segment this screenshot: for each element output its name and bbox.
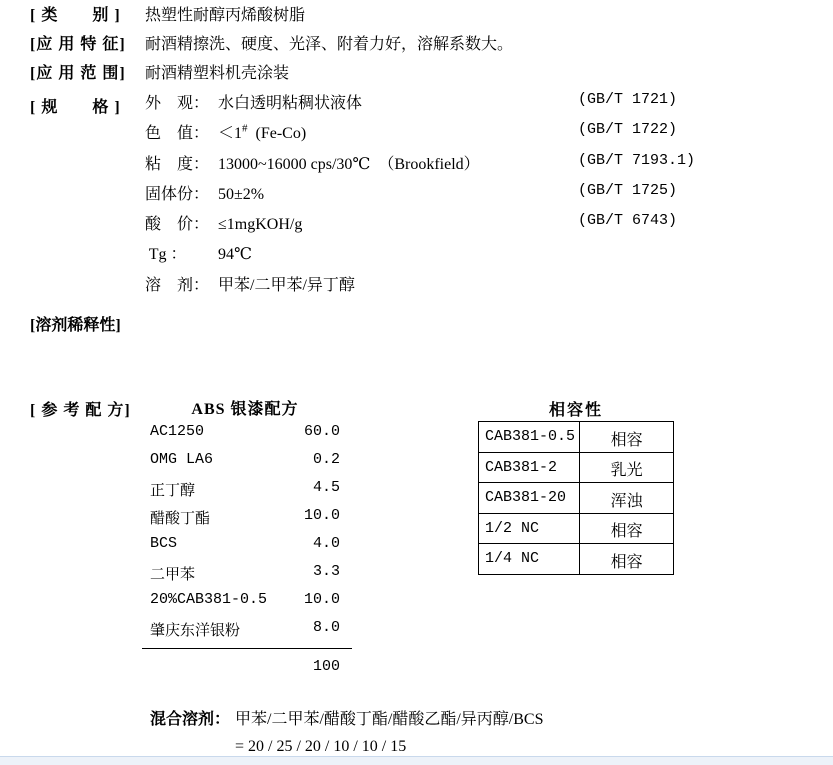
- compatibility-row: [479, 422, 674, 453]
- spec-value: 甲苯/二甲苯/异丁醇: [218, 276, 355, 294]
- recipe-row: [150, 451, 340, 479]
- compatibility-result: 相容: [580, 513, 674, 544]
- recipe-total: 100: [312, 658, 340, 675]
- compatibility-material: 1/4 NC: [479, 544, 580, 575]
- recipe-row: [150, 563, 340, 591]
- compatibility-result: 浑浊: [580, 483, 674, 514]
- section-label: [ 类 别 ]: [30, 7, 121, 24]
- spec-row: [145, 151, 805, 181]
- ingredient-amount: 10.0: [303, 507, 340, 524]
- dilution-section-label: [溶剂稀释性]: [30, 317, 121, 334]
- header-row: [30, 31, 810, 60]
- spec-table: [145, 90, 805, 302]
- section-text: 热塑性耐醇丙烯酸树脂: [145, 7, 306, 24]
- compatibility-table: [478, 421, 674, 575]
- recipe-sum-rule: [142, 648, 352, 649]
- compatibility-material: 1/2 NC: [479, 513, 580, 544]
- recipe-row: [150, 479, 340, 507]
- header-row: [30, 2, 810, 31]
- ingredient-name: AC1250: [150, 423, 205, 440]
- ingredient-name: BCS: [150, 535, 178, 552]
- section-text: 耐酒精擦洗、硬度、光泽、附着力好，溶解系数大。: [145, 35, 514, 53]
- dilution-line: [145, 332, 745, 354]
- compatibility-material: CAB381-2: [479, 452, 580, 483]
- mixed-solvent-list: 甲苯/二甲苯/醋酸丁酯/醋酸乙酯/异丙醇/BCS: [235, 711, 544, 728]
- header-section: [30, 2, 810, 88]
- spec-value: ＜1# (Fe-Co): [218, 122, 307, 143]
- header-row: [30, 60, 810, 89]
- ingredient-amount: 4.5: [312, 479, 340, 496]
- spec-name: Tg ：: [145, 246, 187, 264]
- spec-name: 粘 度：: [145, 155, 210, 173]
- spec-row: [145, 211, 805, 241]
- spec-value: 水白透明粘稠状液体: [218, 95, 363, 112]
- spec-name: 固体份：: [145, 185, 210, 203]
- ingredient-amount: 3.3: [312, 563, 340, 580]
- recipe-rows: [150, 423, 340, 647]
- section-text: 耐酒精塑料机壳涂装: [145, 64, 290, 82]
- compatibility-result: 相容: [580, 422, 674, 453]
- spec-row: [145, 90, 805, 120]
- spec-standard: (GB/T 1722): [578, 121, 678, 139]
- spec-value: ≤1mgKOH/g: [218, 216, 303, 234]
- compatibility-material: CAB381-20: [479, 483, 580, 514]
- spec-row: [145, 181, 805, 211]
- recipe-row: [150, 619, 340, 647]
- compatibility-row: [479, 452, 674, 483]
- ingredient-amount: 4.0: [312, 535, 340, 552]
- spec-name: 外 观：: [145, 95, 210, 112]
- recipe-table: [150, 396, 340, 675]
- mixed-solvent-label: 混合溶剂：: [150, 711, 231, 728]
- ingredient-amount: 8.0: [312, 619, 340, 636]
- recipe-row: [150, 423, 340, 451]
- spec-standard: (GB/T 6743): [578, 212, 678, 230]
- spec-section-label: [ 规 格 ]: [30, 99, 121, 116]
- mixed-solvent-ratio: = 20 / 25 / 20 / 10 / 10 / 15: [235, 738, 407, 755]
- spec-row: [145, 241, 805, 271]
- compatibility-title: 相容性: [548, 402, 603, 419]
- ingredient-name: 正丁醇: [150, 483, 196, 500]
- dilution-line: [145, 354, 745, 376]
- ingredient-name: OMG LA6: [150, 451, 214, 468]
- dilution-line: [145, 310, 745, 332]
- recipe-row: [150, 591, 340, 619]
- spec-standard: (GB/T 7193.1): [578, 151, 696, 169]
- compatibility-row: [479, 483, 674, 514]
- compatibility-result: 相容: [580, 544, 674, 575]
- spec-name: 色 值：: [145, 125, 210, 143]
- recipe-row: [150, 507, 340, 535]
- compatibility-row: [479, 544, 674, 575]
- ingredient-amount: 0.2: [312, 451, 340, 468]
- ingredient-amount: 60.0: [303, 423, 340, 440]
- recipe-row: [150, 535, 340, 563]
- spec-row: [145, 272, 805, 302]
- compatibility-material: CAB381-0.5: [479, 422, 580, 453]
- compatibility-row: [479, 513, 674, 544]
- spec-standard: (GB/T 1721): [578, 91, 678, 108]
- compatibility-result: 乳光: [580, 452, 674, 483]
- spec-row: [145, 120, 805, 150]
- spec-name: 酸 价：: [145, 216, 210, 234]
- section-label: [应 用 范 围]: [30, 64, 126, 82]
- spec-value: 13000~16000 cps/30℃ （Brookfield）: [218, 155, 480, 173]
- ingredient-amount: 10.0: [303, 591, 340, 608]
- formula-section-label: [ 参 考 配 方]: [30, 402, 131, 419]
- dilution-paragraph: [145, 310, 745, 376]
- recipe-title: ABS 银漆配方: [191, 401, 299, 418]
- ingredient-name: 20%CAB381-0.5: [150, 591, 268, 608]
- ingredient-name: 醋酸丁酯: [150, 511, 211, 528]
- spec-value: 50±2%: [218, 185, 265, 203]
- ingredient-name: 肇庆东洋银粉: [150, 623, 241, 640]
- spec-standard: (GB/T 1725): [578, 181, 678, 199]
- section-label: [应 用 特 征]: [30, 35, 126, 53]
- spec-name: 溶 剂：: [145, 276, 210, 294]
- spec-superscript: #: [242, 122, 248, 135]
- spec-value: 94℃: [218, 246, 252, 264]
- ingredient-name: 二甲苯: [150, 567, 196, 584]
